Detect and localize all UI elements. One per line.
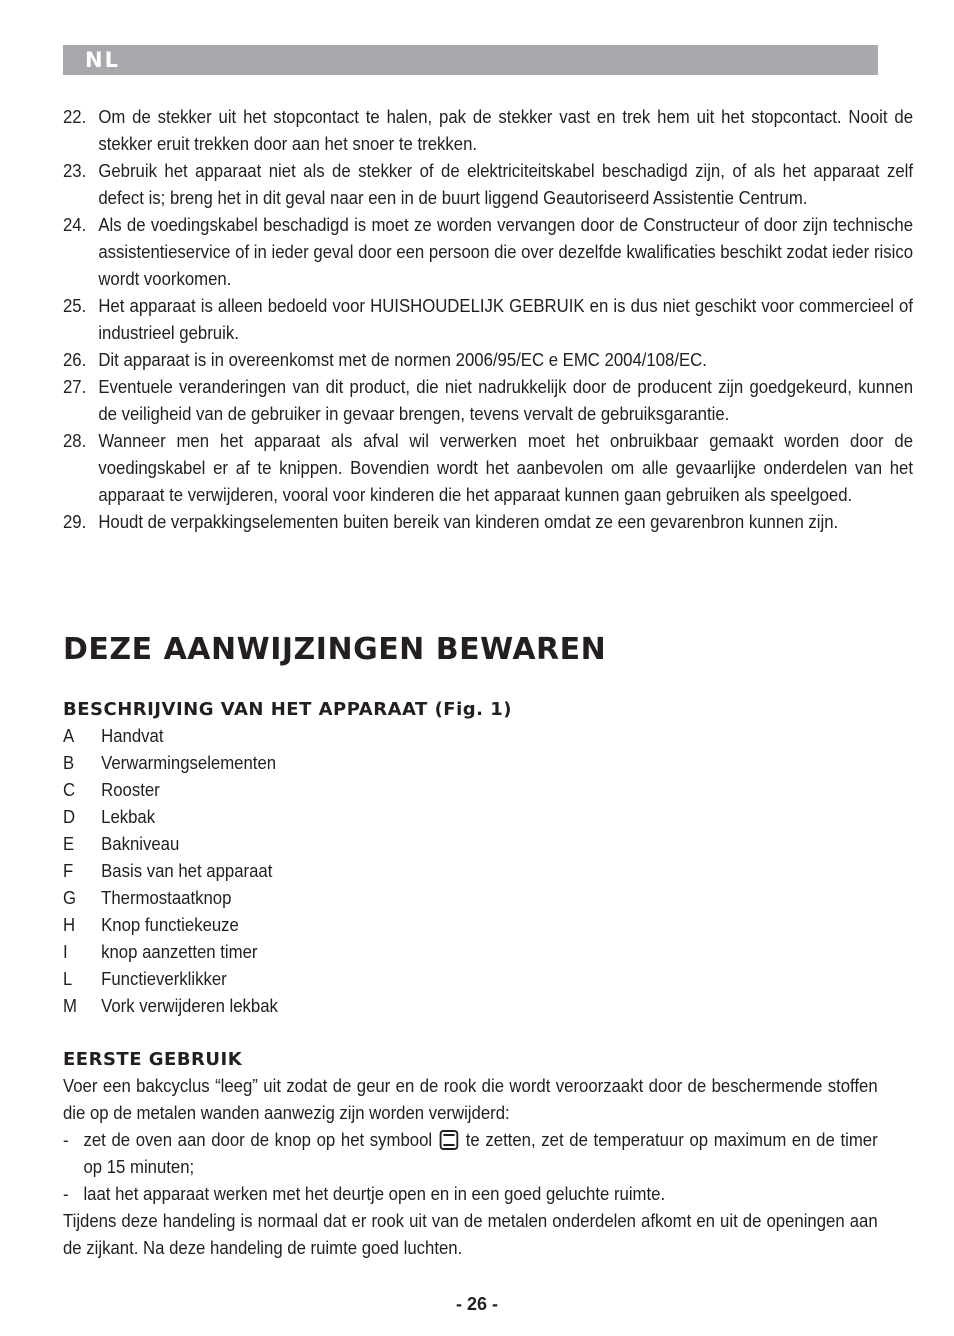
part-label: Basis van het apparaat — [101, 861, 273, 881]
item-text: Het apparaat is alleen bedoeld voor HUISHOUDELIJK GEBRUIK en is dus niet geschikt voor commercieel of industrieel gebruik. — [98, 296, 914, 343]
part-letter: B — [63, 753, 75, 773]
part-letter: F — [63, 861, 74, 881]
part-label: Thermostaatknop — [101, 888, 232, 908]
item-number: 25. — [63, 296, 87, 316]
bullet-dash: - — [63, 1130, 69, 1150]
first-use-body — [63, 1073, 878, 1262]
safety-list — [63, 104, 914, 536]
list-item — [63, 428, 913, 509]
first-use-heading: EERSTE GEBRUIK — [63, 1049, 243, 1070]
oven-top-bottom-heat-icon — [440, 1130, 459, 1150]
item-text: Dit apparaat is in overeenkomst met de normen 2006/95/EC e EMC 2004/108/EC. — [98, 350, 707, 370]
item-number: 27. — [63, 377, 87, 397]
part-label: Rooster — [101, 780, 160, 800]
bullet-dash: - — [63, 1184, 69, 1204]
part-letter: D — [63, 807, 76, 827]
item-text: Om de stekker uit het stopcontact te halen, pak de stekker vast en trek hem uit het stopcontact. Nooit de stekker eruit trekken door aan het snoer te trekken. — [98, 107, 914, 154]
part-letter: M — [63, 996, 77, 1016]
part-label: knop aanzetten timer — [101, 942, 258, 962]
list-item — [63, 374, 913, 428]
language-label: NL — [85, 48, 120, 72]
item-number: 26. — [63, 350, 87, 370]
item-text: Wanneer men het apparaat als afval wil verwerken moet het onbruikbaar gemaakt worden door de voedingskabel er af te knippen. Bovendien wordt het aanbevolen om alle gevaarlijke onderdelen van het apparaat te verwijderen, vooral voor kinderen die het apparaat kunnen gaan gebruiken als speelgoed. — [98, 431, 914, 505]
item-text: Als de voedingskabel beschadigd is moet ze worden vervangen door de Constructeur of door zijn technische assistentieservice of in ieder geval door een persoon die over dezelfde kwalificaties beschikt zodat ieder risico wordt voorkomen. — [98, 215, 914, 289]
step-1-text-after: te zetten, zet de temperatuur op maximum en de timer op 15 minuten; — [83, 1130, 878, 1177]
list-item — [63, 293, 913, 347]
part-letter: G — [63, 888, 77, 908]
first-use-intro: Voer een bakcyclus “leeg” uit zodat de geur en de rook die wordt veroorzaakt door de beschermende stoffen die op de metalen wanden aanwezig zijn worden verwijderd: — [63, 1076, 878, 1123]
list-item — [63, 509, 913, 536]
item-number: 28. — [63, 431, 87, 451]
part-label: Functieverklikker — [101, 969, 227, 989]
part-label: Handvat — [101, 726, 164, 746]
first-use-step-2 — [63, 1181, 878, 1208]
part-label: Verwarmingselementen — [101, 753, 277, 773]
part-label: Bakniveau — [101, 834, 180, 854]
part-label: Lekbak — [101, 807, 156, 827]
item-text: Eventuele veranderingen van dit product, die niet nadrukkelijk door de producent zijn goedgekeurd, kunnen de veiligheid van de gebruiker in gevaar brengen, tevens vervalt de gebruiksgarantie. — [98, 377, 914, 424]
page-number: - 26 - — [455, 1294, 498, 1314]
item-number: 29. — [63, 512, 87, 532]
first-use-outro: Tijdens deze handeling is normaal dat er rook uit van de metalen onderdelen afkomt en uit de openingen aan de zijkant. Na deze handeling de ruimte goed luchten. — [63, 1211, 878, 1258]
item-number: 22. — [63, 107, 87, 127]
list-item — [63, 347, 913, 374]
item-text: Gebruik het apparaat niet als de stekker of de elektriciteitskabel beschadigd zijn, of als het apparaat zelf defect is; breng het in dit geval naar een in de buurt liggend Geautoriseerd Assistentie Centrum. — [98, 161, 914, 208]
part-letter: C — [63, 780, 76, 800]
step-2-text: laat het apparaat werken met het deurtje open en in een goed geluchte ruimte. — [83, 1184, 666, 1204]
part-letter: H — [63, 915, 76, 935]
item-text: Houdt de verpakkingselementen buiten bereik van kinderen omdat ze een gevarenbron kunnen zijn. — [98, 512, 839, 532]
part-letter: I — [63, 942, 68, 962]
language-header-band — [63, 45, 878, 75]
part-label: Knop functiekeuze — [101, 915, 239, 935]
part-letter: E — [63, 834, 75, 854]
step-1-text-before: zet de oven aan door de knop op het symbool — [83, 1130, 433, 1150]
main-heading: DEZE AANWIJZINGEN BEWAREN — [63, 632, 607, 667]
description-heading: BESCHRIJVING VAN HET APPARAAT (Fig. 1) — [63, 699, 513, 720]
first-use-step-1 — [63, 1127, 878, 1181]
item-number: 24. — [63, 215, 87, 235]
part-letter: L — [63, 969, 73, 989]
part-label: Vork verwijderen lekbak — [101, 996, 278, 1016]
part-letter: A — [63, 726, 75, 746]
list-item — [63, 104, 913, 158]
list-item — [63, 158, 913, 212]
list-item — [63, 212, 913, 293]
item-number: 23. — [63, 161, 87, 181]
